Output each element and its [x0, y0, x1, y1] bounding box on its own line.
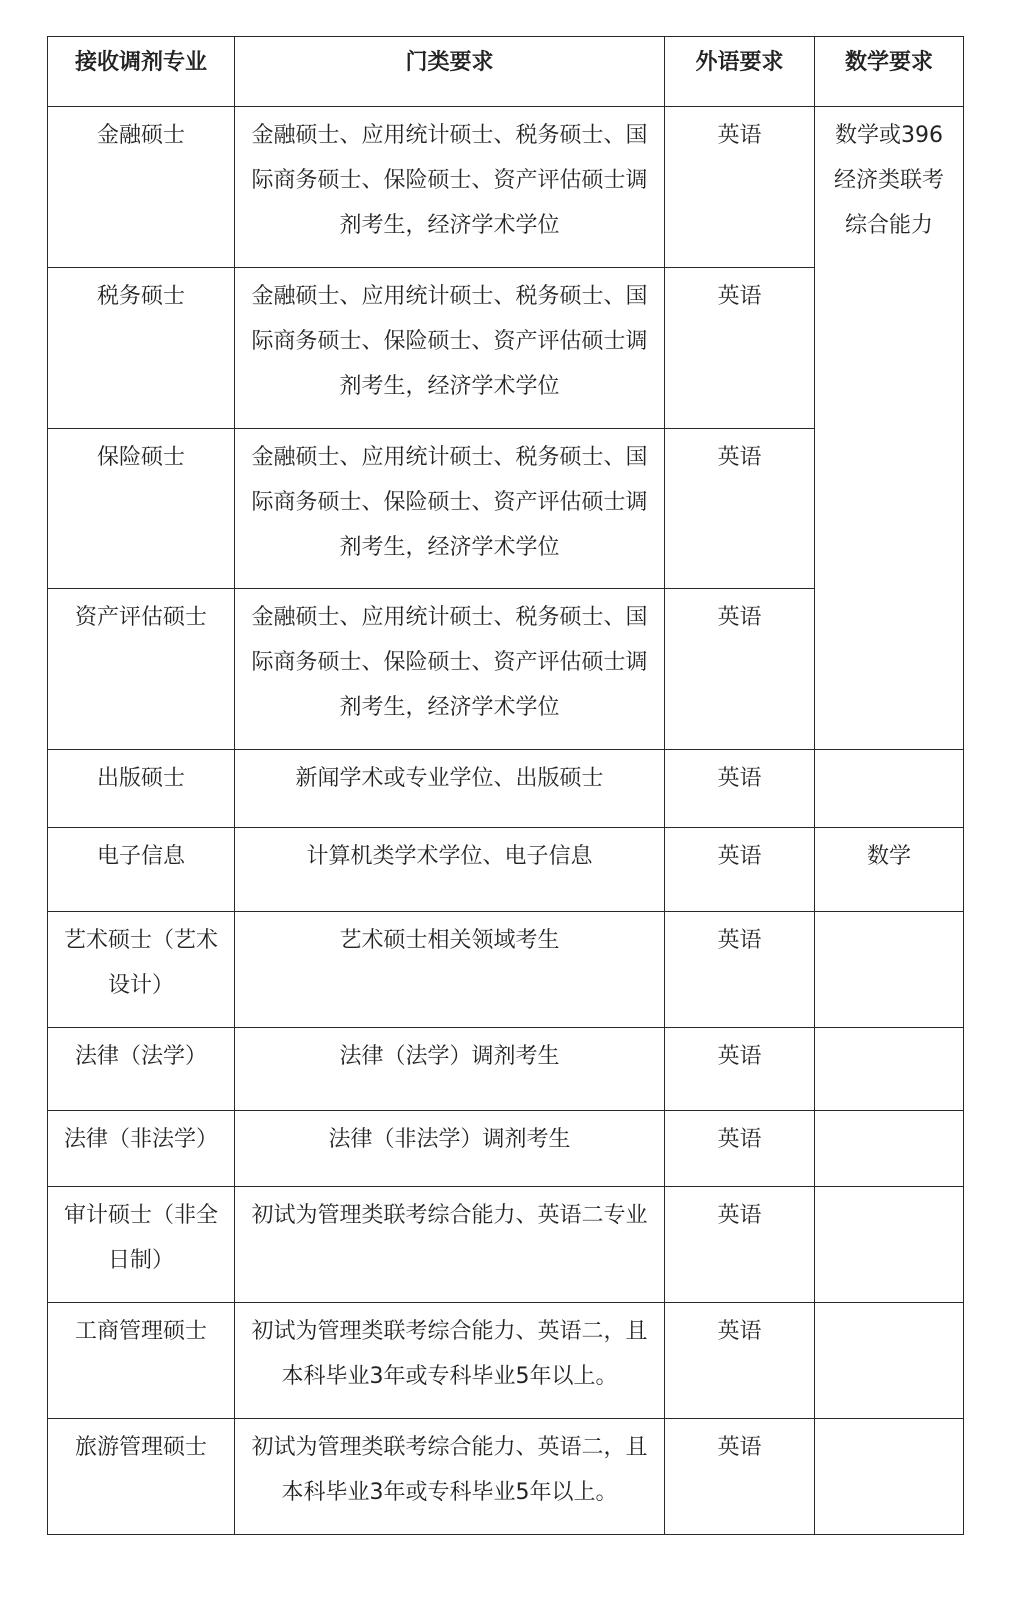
- table-row: [48, 1419, 964, 1535]
- category-cell: 新闻学术或专业学位、出版硕士: [235, 750, 665, 828]
- math-cell: 数学: [815, 828, 964, 912]
- category-cell: 金融硕士、应用统计硕士、税务硕士、国际商务硕士、保险硕士、资产评估硕士调剂考生，经济学术学位: [235, 589, 665, 750]
- category-cell: 金融硕士、应用统计硕士、税务硕士、国际商务硕士、保险硕士、资产评估硕士调剂考生，经济学术学位: [235, 107, 665, 268]
- table-row: [48, 1028, 964, 1111]
- category-cell: 初试为管理类联考综合能力、英语二，且本科毕业3年或专科毕业5年以上。: [235, 1419, 665, 1535]
- major-cell: 保险硕士: [48, 429, 235, 589]
- major-cell: 法律（法学）: [48, 1028, 235, 1111]
- header-language: 外语要求: [665, 37, 815, 107]
- math-cell: [815, 1187, 964, 1303]
- major-cell: 资产评估硕士: [48, 589, 235, 750]
- table-row: [48, 750, 964, 828]
- category-cell: 金融硕士、应用统计硕士、税务硕士、国际商务硕士、保险硕士、资产评估硕士调剂考生，经济学术学位: [235, 268, 665, 429]
- major-cell: 出版硕士: [48, 750, 235, 828]
- table-row: [48, 828, 964, 912]
- table-row: [48, 912, 964, 1028]
- category-cell: 初试为管理类联考综合能力、英语二，且本科毕业3年或专科毕业5年以上。: [235, 1303, 665, 1419]
- adjustment-requirements-table: [47, 36, 964, 1535]
- category-cell: 初试为管理类联考综合能力、英语二专业: [235, 1187, 665, 1303]
- category-cell: 金融硕士、应用统计硕士、税务硕士、国际商务硕士、保险硕士、资产评估硕士调剂考生，经济学术学位: [235, 429, 665, 589]
- major-cell: 税务硕士: [48, 268, 235, 429]
- language-cell: 英语: [665, 1303, 815, 1419]
- math-cell: [815, 750, 964, 828]
- language-cell: 英语: [665, 589, 815, 750]
- category-cell: 法律（非法学）调剂考生: [235, 1111, 665, 1187]
- major-cell: 金融硕士: [48, 107, 235, 268]
- math-cell: [815, 1419, 964, 1535]
- math-cell-merged: 数学或396经济类联考综合能力: [815, 107, 964, 750]
- math-cell: [815, 912, 964, 1028]
- language-cell: 英语: [665, 268, 815, 429]
- table-row: [48, 1111, 964, 1187]
- major-cell: 艺术硕士（艺术设计）: [48, 912, 235, 1028]
- header-category: 门类要求: [235, 37, 665, 107]
- math-cell: [815, 1111, 964, 1187]
- math-cell: [815, 1303, 964, 1419]
- major-cell: 旅游管理硕士: [48, 1419, 235, 1535]
- language-cell: 英语: [665, 1111, 815, 1187]
- language-cell: 英语: [665, 1028, 815, 1111]
- table-row: [48, 1187, 964, 1303]
- header-row: [48, 37, 964, 107]
- language-cell: 英语: [665, 1419, 815, 1535]
- header-math: 数学要求: [815, 37, 964, 107]
- language-cell: 英语: [665, 828, 815, 912]
- language-cell: 英语: [665, 107, 815, 268]
- category-cell: 艺术硕士相关领域考生: [235, 912, 665, 1028]
- table-row: [48, 1303, 964, 1419]
- header-major: 接收调剂专业: [48, 37, 235, 107]
- major-cell: 法律（非法学）: [48, 1111, 235, 1187]
- language-cell: 英语: [665, 429, 815, 589]
- math-cell: [815, 1028, 964, 1111]
- major-cell: 审计硕士（非全日制）: [48, 1187, 235, 1303]
- major-cell: 工商管理硕士: [48, 1303, 235, 1419]
- table-row: [48, 107, 964, 268]
- category-cell: 计算机类学术学位、电子信息: [235, 828, 665, 912]
- major-cell: 电子信息: [48, 828, 235, 912]
- language-cell: 英语: [665, 912, 815, 1028]
- language-cell: 英语: [665, 1187, 815, 1303]
- category-cell: 法律（法学）调剂考生: [235, 1028, 665, 1111]
- language-cell: 英语: [665, 750, 815, 828]
